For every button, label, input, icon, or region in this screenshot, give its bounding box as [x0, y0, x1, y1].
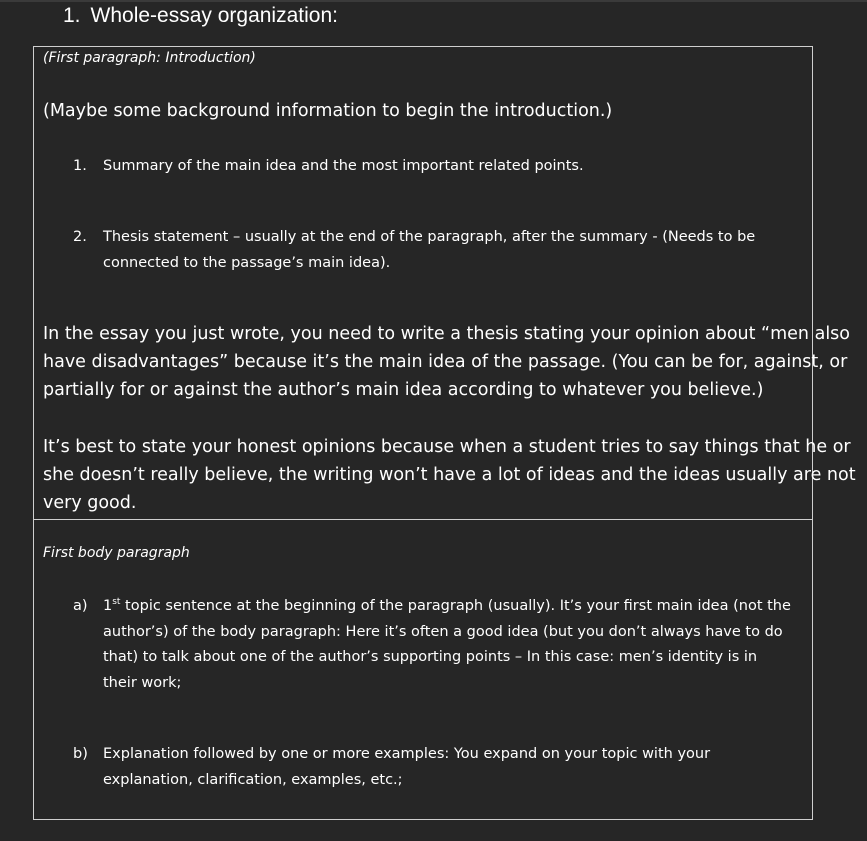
body-item-b-number: b): [73, 746, 88, 762]
intro-item-2-line-1: Thesis statement – usually at the end of the paragraph, after the summary - (Needs to be: [103, 229, 756, 245]
body-item-a-line-3: that) to talk about one of the author’s supporting points – In this case: men’s identity is in: [103, 649, 758, 665]
body-item-a-line-2: author’s) of the body paragraph: Here it’s often a good idea (but you don’t always have to do: [103, 623, 783, 640]
intro-item-1-number: 1.: [73, 158, 87, 174]
body-item-b-text: [103, 742, 710, 793]
intro-paragraph-1-line-3: partially for or against the author’s main idea according to whatever you believe.): [43, 380, 764, 400]
heading-text: Whole-essay organization:: [90, 4, 338, 27]
intro-paragraph-2-line-2: she doesn’t really believe, the writing won’t have a lot of ideas and the ideas usually are not: [43, 465, 856, 485]
body-item-b-line-1: Explanation followed by one or more examples: You expand on your topic with your: [103, 746, 711, 762]
intro-background-note: (Maybe some background information to begin the introduction.): [43, 101, 613, 121]
heading-number: 1.: [63, 4, 81, 27]
top-divider: [0, 0, 867, 2]
intro-paragraph-2-line-3: very good.: [43, 493, 137, 513]
body-item-a-line-1: [103, 594, 791, 620]
page-heading: [63, 4, 338, 28]
body-item-a-text: [103, 594, 791, 696]
body-item-a-number: a): [73, 598, 88, 614]
body-item-b-line-2: explanation, clarification, examples, etc.;: [103, 771, 403, 788]
intro-paragraph-2: [43, 433, 856, 517]
intro-label: (First paragraph: Introduction): [43, 50, 256, 66]
intro-paragraph-2-line-1: It’s best to state your honest opinions because when a student tries to say things that he or: [43, 437, 851, 457]
intro-item-2-number: 2.: [73, 229, 87, 245]
body-item-a-line-4: their work;: [103, 674, 182, 691]
body-label: First body paragraph: [43, 545, 190, 561]
intro-paragraph-1-line-2: have disadvantages” because it’s the main idea of the passage. (You can be for, against, or: [43, 352, 848, 372]
intro-item-1-text: Summary of the main idea and the most important related points.: [103, 158, 584, 174]
body-item-a-line-1-rest: topic sentence at the beginning of the paragraph (usually). It’s your first main idea (not the: [120, 598, 791, 614]
body-item-a-ordinal: 1: [103, 598, 113, 614]
intro-item-2-line-2: connected to the passage’s main idea).: [103, 255, 391, 271]
intro-paragraph-1-line-1: In the essay you just wrote, you need to write a thesis stating your opinion about “men also: [43, 324, 850, 344]
body-item-a-ordinal-suffix: st: [112, 597, 121, 607]
intro-paragraph-1: [43, 320, 850, 404]
